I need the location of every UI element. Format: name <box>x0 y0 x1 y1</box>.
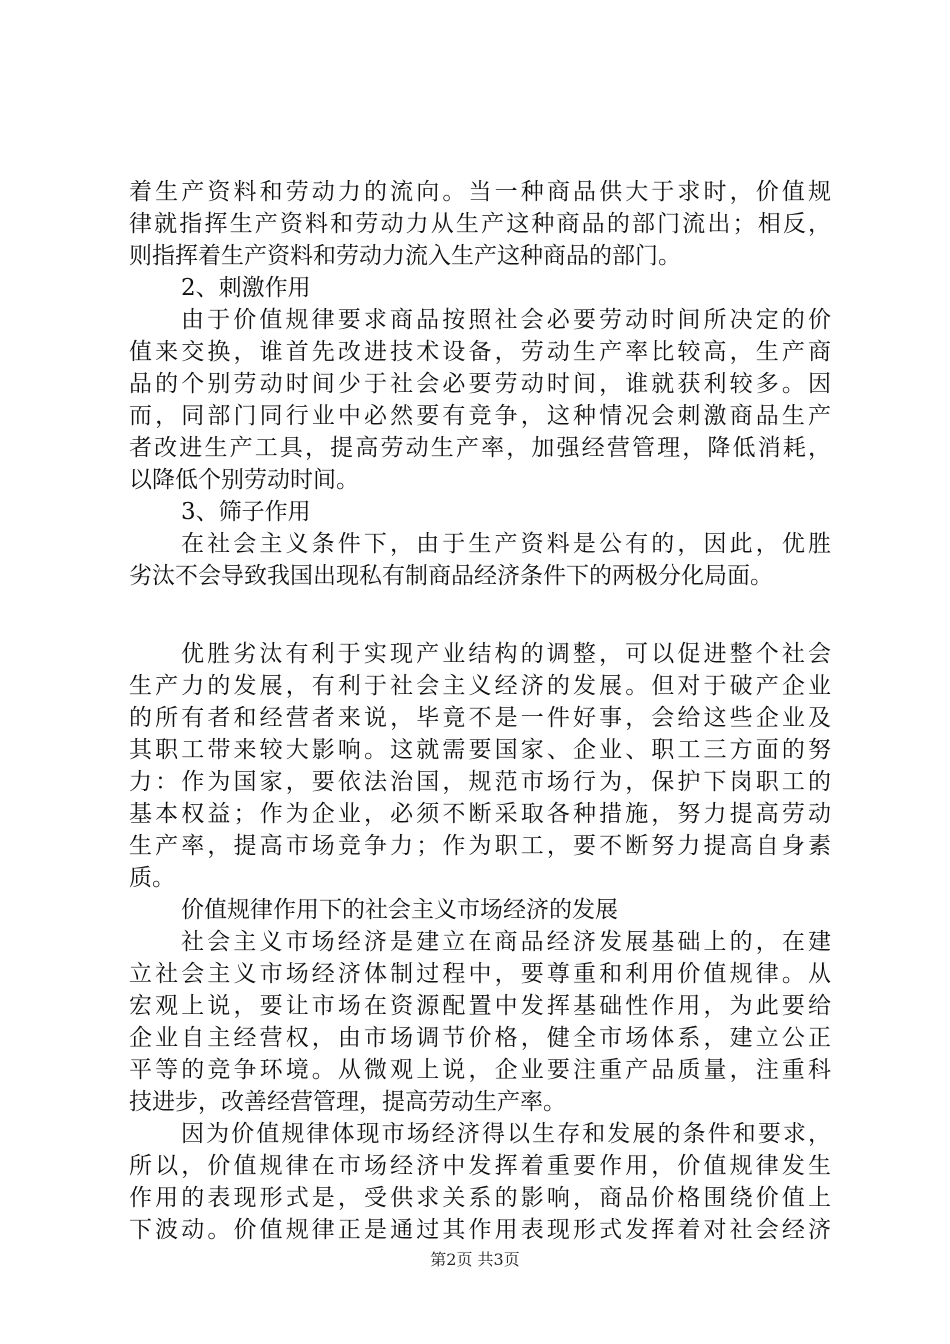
text-line: 作用的表现形式是，受供求关系的影响，商品价格围绕价值上 <box>129 1185 831 1211</box>
text-line: 下波动。价值规律正是通过其作用表现形式发挥着对社会经济 <box>129 1217 831 1243</box>
text-line: 力：作为国家，要依法治国，规范市场行为，保护下岗职工的 <box>129 769 831 795</box>
text-line: 立社会主义市场经济体制过程中，要尊重和利用价值规律。从 <box>129 961 831 987</box>
text-line: 社会主义市场经济是建立在商品经济发展基础上的，在建 <box>181 929 831 955</box>
heading-text: 2、刺激作用 <box>181 275 311 301</box>
page-number-footer: 第2页 共3页 <box>430 1250 520 1269</box>
paragraph <box>129 304 831 496</box>
text-line: 平等的竞争环境。从微观上说，企业要注重产品质量，注重科 <box>129 1057 831 1083</box>
paragraph <box>129 528 831 592</box>
text-line: 因为价值规律体现市场经济得以生存和发展的条件和要求， <box>181 1121 831 1147</box>
text-line: 者改进生产工具，提高劳动生产率，加强经营管理，降低消耗， <box>129 435 831 461</box>
text-line: 所以，价值规律在市场经济中发挥着重要作用，价值规律发生 <box>129 1153 831 1179</box>
text-line: 着生产资料和劳动力的流向。当一种商品供大于求时，价值规 <box>129 179 831 205</box>
text-line: 技进步，改善经营管理，提高劳动生产率。 <box>129 1089 566 1115</box>
paragraph <box>129 926 831 1118</box>
text-line: 则指挥着生产资料和劳动力流入生产这种商品的部门。 <box>129 243 681 269</box>
text-line: 宏观上说，要让市场在资源配置中发挥基础性作用，为此要给 <box>129 993 831 1019</box>
text-line: 值来交换，谁首先改进技术设备，劳动生产率比较高，生产商 <box>129 339 831 365</box>
heading-text: 3、筛子作用 <box>181 499 311 525</box>
text-line: 的所有者和经营者来说，毕竟不是一件好事，会给这些企业及 <box>129 705 831 731</box>
heading-text: 价值规律作用下的社会主义市场经济的发展 <box>181 897 618 923</box>
paragraph <box>129 1118 831 1246</box>
text-line: 品的个别劳动时间少于社会必要劳动时间，谁就获利较多。因 <box>129 371 831 397</box>
document-body <box>129 176 831 1246</box>
text-line: 由于价值规律要求商品按照社会必要劳动时间所决定的价 <box>181 307 831 333</box>
text-line: 基本权益；作为企业，必须不断采取各种措施，努力提高劳动 <box>129 801 831 827</box>
paragraph <box>129 176 831 272</box>
paragraph <box>129 638 831 894</box>
text-line: 企业自主经营权，由市场调节价格，健全市场体系，建立公正 <box>129 1025 831 1051</box>
text-line: 质。 <box>129 865 175 891</box>
text-line: 以降低个别劳动时间。 <box>129 467 359 493</box>
text-line: 生产力的发展，有利于社会主义经济的发展。但对于破产企业 <box>129 673 831 699</box>
section-heading <box>129 272 831 304</box>
text-line: 在社会主义条件下，由于生产资料是公有的，因此，优胜 <box>181 531 831 557</box>
text-line: 而，同部门同行业中必然要有竞争，这种情况会刺激商品生产 <box>129 403 831 429</box>
text-line: 优胜劣汰有利于实现产业结构的调整，可以促进整个社会 <box>181 641 831 667</box>
text-line: 律就指挥生产资料和劳动力从生产这种商品的部门流出；相反， <box>129 211 831 237</box>
text-line: 生产率，提高市场竞争力；作为职工，要不断努力提高自身素 <box>129 833 831 859</box>
section-heading <box>129 894 831 926</box>
text-line: 其职工带来较大影响。这就需要国家、企业、职工三方面的努 <box>129 737 831 763</box>
text-line: 劣汰不会导致我国出现私有制商品经济条件下的两极分化局面。 <box>129 563 773 589</box>
paragraph-gap <box>129 592 831 638</box>
section-heading <box>129 496 831 528</box>
